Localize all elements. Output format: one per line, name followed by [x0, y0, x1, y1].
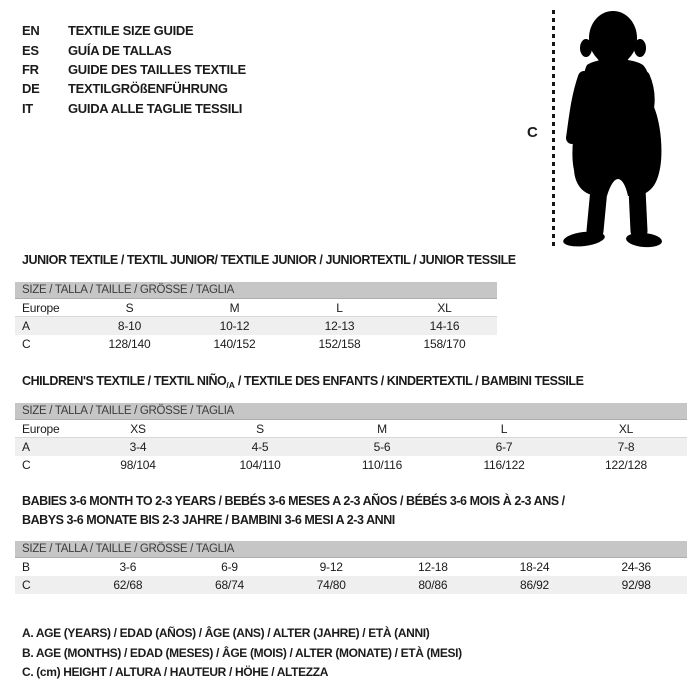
size-cell: 122/128 [605, 458, 647, 472]
table-row [15, 576, 687, 594]
baby-silhouette-icon [553, 5, 683, 255]
size-cell: 158/170 [423, 337, 466, 351]
size-cell: 128/140 [108, 337, 151, 351]
size-header-bar: SIZE / TALLA / TAILLE / GRÖSSE / TAGLIA [15, 403, 687, 420]
language-row [22, 79, 246, 98]
footnote-a: A. AGE (YEARS) / EDAD (AÑOS) / ÂGE (ANS) / ALTER (JAHRE) / ETÀ (ANNI) [22, 626, 430, 640]
language-title: GUÍA DE TALLAS [68, 42, 172, 58]
size-cell: 110/116 [361, 458, 403, 472]
size-cell: 92/98 [621, 578, 651, 592]
babies-title-line1: BABIES 3-6 MONTH TO 2-3 YEARS / BEBÉS 3-6 MESES A 2-3 AÑOS / BÉBÉS 3-6 MOIS À 2-3 ANS / [22, 494, 565, 508]
size-cell: L [500, 421, 508, 436]
language-code: DE [22, 81, 40, 97]
children-title-post: / TEXTILE DES ENFANTS / KINDERTEXTIL / BAMBINI TESSILE [234, 374, 584, 388]
language-title: TEXTILGRÖßENFÜHRUNG [68, 81, 228, 97]
size-cell: L [336, 300, 343, 315]
row-label: C [22, 458, 31, 472]
language-title: TEXTILE SIZE GUIDE [68, 23, 194, 39]
language-code: EN [22, 23, 40, 39]
row-label: C [22, 337, 31, 351]
row-label: A [22, 319, 30, 333]
size-cell: 116/122 [483, 458, 525, 472]
size-cell: 24-36 [621, 560, 652, 574]
footnote-c: C. (cm) HEIGHT / ALTURA / HAUTEUR / HÖHE / ALTEZZA [22, 665, 329, 680]
size-cell: 14-16 [429, 319, 460, 333]
size-cell: 8-10 [117, 319, 142, 333]
size-cell: 104/110 [239, 458, 281, 472]
size-cell: 4-5 [251, 440, 269, 454]
language-row [22, 60, 246, 79]
language-row [22, 99, 246, 118]
table-row [15, 558, 687, 576]
size-cell: 152/158 [318, 337, 361, 351]
size-cell: 5-6 [373, 440, 391, 454]
language-row [22, 40, 246, 59]
language-list [22, 21, 246, 118]
children-size-table [15, 403, 687, 474]
size-cell: 86/92 [520, 578, 550, 592]
size-header-bar: SIZE / TALLA / TAILLE / GRÖSSE / TAGLIA [15, 541, 687, 558]
size-cell: 12-13 [324, 319, 355, 333]
row-label: A [22, 440, 30, 454]
size-cell: 6-7 [495, 440, 513, 454]
junior-size-table [15, 282, 497, 353]
row-label: B [22, 560, 30, 574]
language-code: ES [22, 42, 39, 58]
size-cell: 3-4 [129, 440, 147, 454]
size-cell: 7-8 [617, 440, 635, 454]
size-cell: 62/68 [113, 578, 143, 592]
table-row [15, 335, 497, 353]
size-cell: 3-6 [119, 560, 137, 574]
size-header-bar: SIZE / TALLA / TAILLE / GRÖSSE / TAGLIA [15, 282, 497, 299]
height-measure-label: C [527, 124, 538, 141]
table-row [15, 456, 687, 474]
table-row [15, 299, 497, 317]
size-cell: M [229, 300, 240, 315]
size-cell: 6-9 [221, 560, 238, 574]
row-label: Europe [22, 421, 60, 436]
size-cell: S [256, 421, 264, 436]
children-title-pre: CHILDREN'S TEXTILE / TEXTIL NIÑO [22, 374, 227, 388]
language-title: GUIDE DES TAILLES TEXTILE [68, 61, 246, 77]
size-cell: 98/104 [120, 458, 156, 472]
junior-section-title: JUNIOR TEXTILE / TEXTIL JUNIOR/ TEXTILE JUNIOR / JUNIORTEXTIL / JUNIOR TESSILE [22, 253, 516, 267]
size-cell: 18-24 [519, 560, 550, 574]
children-section-title [22, 374, 584, 388]
babies-size-table [15, 541, 687, 594]
row-label: Europe [22, 300, 60, 315]
babies-section-title [22, 492, 565, 531]
size-cell: 10-12 [219, 319, 250, 333]
footnotes [22, 626, 462, 685]
size-cell: 68/74 [214, 578, 245, 592]
size-cell: M [377, 421, 387, 436]
footnote-b: B. AGE (MONTHS) / EDAD (MESES) / ÂGE (MOIS) / ALTER (MONATE) / ETÀ (MESI) [22, 645, 462, 660]
size-cell: XS [130, 421, 146, 436]
size-cell: 12-18 [418, 560, 448, 574]
size-cell: 140/152 [213, 337, 256, 351]
table-row [15, 438, 687, 456]
size-cell: S [125, 300, 134, 315]
language-code: IT [22, 100, 33, 116]
children-title-subscript: /A [226, 380, 235, 390]
size-cell: XL [437, 300, 452, 315]
language-code: FR [22, 61, 39, 77]
row-label: C [22, 578, 31, 592]
size-cell: XL [618, 421, 634, 436]
language-row [22, 21, 246, 40]
babies-title-line2: BABYS 3-6 MONATE BIS 2-3 JAHRE / BAMBINI 3-6 MESI A 2-3 ANNI [22, 513, 395, 528]
table-row [15, 317, 497, 335]
table-row [15, 420, 687, 438]
size-cell: 80/86 [418, 578, 448, 592]
size-cell: 9-12 [319, 560, 343, 574]
size-cell: 74/80 [316, 578, 346, 592]
language-title: GUIDA ALLE TAGLIE TESSILI [68, 100, 243, 116]
